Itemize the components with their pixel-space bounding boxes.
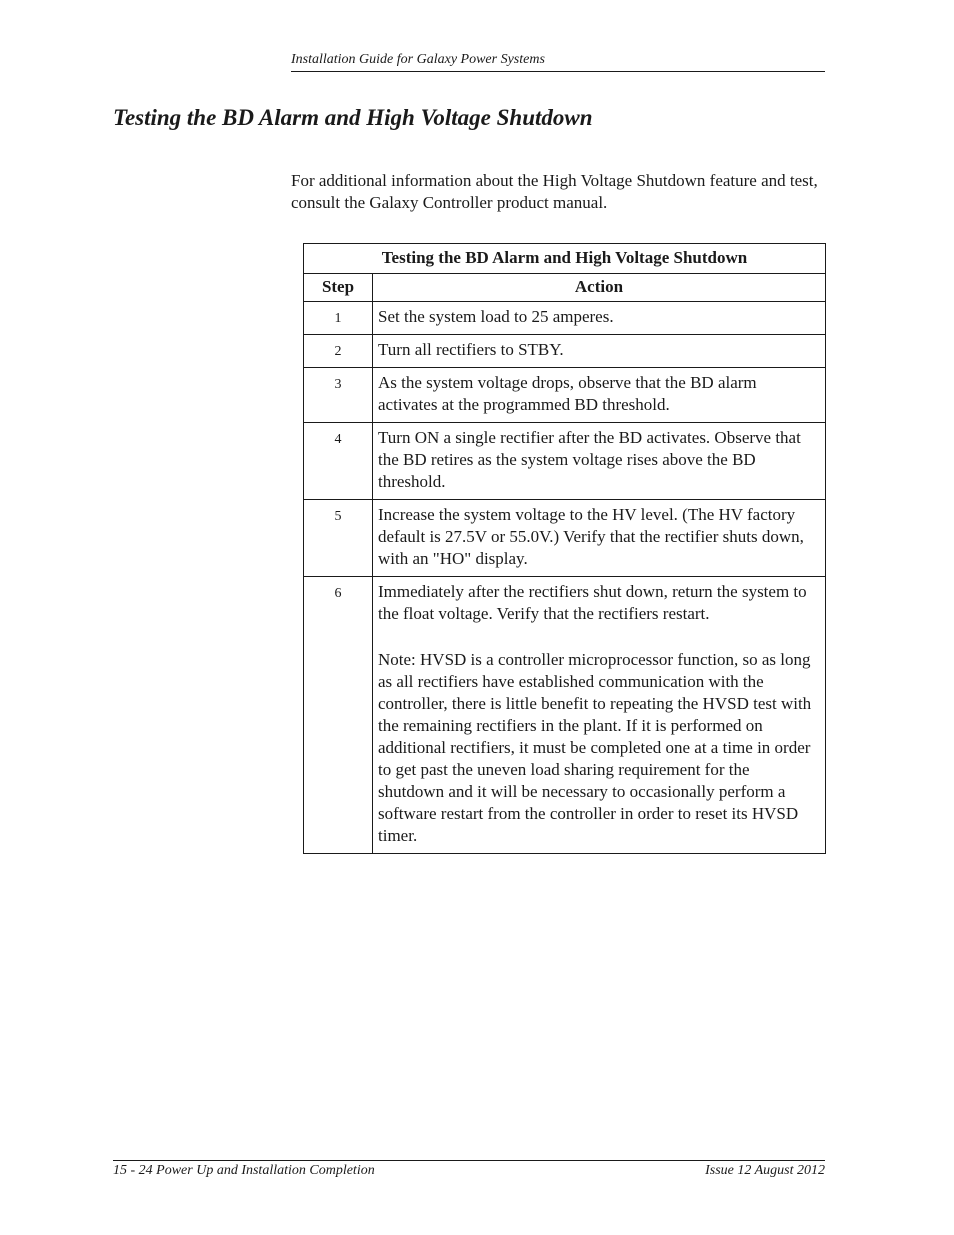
table-row bbox=[304, 500, 826, 577]
procedure-table bbox=[303, 243, 826, 854]
step-action bbox=[373, 335, 826, 368]
step-action-text: Turn ON a single rectifier after the BD activates. Observe that the BD retires as the system voltage rises above the BD threshold. bbox=[378, 428, 801, 491]
step-number: 4 bbox=[304, 423, 373, 500]
step-action bbox=[373, 500, 826, 577]
footer-page-label: 15 - 24 Power Up and Installation Completion bbox=[113, 1163, 375, 1178]
step-action-text: As the system voltage drops, observe that the BD alarm activates at the programmed BD threshold. bbox=[378, 373, 757, 414]
table-row bbox=[304, 423, 826, 500]
step-action-text: Set the system load to 25 amperes. bbox=[378, 307, 614, 326]
table-caption-row bbox=[304, 244, 826, 274]
running-header-title: Installation Guide for Galaxy Power Systems bbox=[291, 52, 545, 67]
step-action bbox=[373, 423, 826, 500]
step-action bbox=[373, 368, 826, 423]
step-action-text: Increase the system voltage to the HV level. (The HV factory default is 27.5V or 55.0V.) Verify that the rectifier shuts down, with an "HO" display. bbox=[378, 505, 804, 568]
table-header-row bbox=[304, 274, 826, 302]
intro-paragraph: For additional information about the High Voltage Shutdown feature and test, consult the Galaxy Controller product manual. bbox=[291, 171, 818, 212]
step-number: 6 bbox=[304, 577, 373, 854]
step-action-text: Immediately after the rectifiers shut down, return the system to the float voltage. Verify that the rectifiers restart. bbox=[378, 582, 807, 623]
running-header bbox=[291, 52, 825, 72]
step-note-text: Note: HVSD is a controller microprocessor function, so as long as all rectifiers have established communication with the controller, there is little benefit to repeating the HVSD test with the remaining rectifiers in the plant. If it is performed on additional rectifiers, it must be completed one at a time in order to get past the uneven load sharing requirement for the shutdown and it will be necessary to occasionally perform a software restart from the controller in order to reset its HVSD timer. bbox=[378, 650, 812, 845]
column-header-step: Step bbox=[304, 274, 373, 302]
table-row bbox=[304, 368, 826, 423]
table-row bbox=[304, 335, 826, 368]
step-number: 5 bbox=[304, 500, 373, 577]
step-action-text: Turn all rectifiers to STBY. bbox=[378, 340, 564, 359]
step-action bbox=[373, 577, 826, 854]
running-footer bbox=[113, 1160, 825, 1179]
section-title: Testing the BD Alarm and High Voltage Shutdown bbox=[113, 105, 593, 130]
step-number: 2 bbox=[304, 335, 373, 368]
footer-issue-label: Issue 12 August 2012 bbox=[705, 1163, 825, 1178]
table-row bbox=[304, 577, 826, 854]
step-action bbox=[373, 302, 826, 335]
step-number: 3 bbox=[304, 368, 373, 423]
table-caption: Testing the BD Alarm and High Voltage Shutdown bbox=[304, 244, 826, 274]
column-header-action: Action bbox=[373, 274, 826, 302]
step-number: 1 bbox=[304, 302, 373, 335]
table-row bbox=[304, 302, 826, 335]
